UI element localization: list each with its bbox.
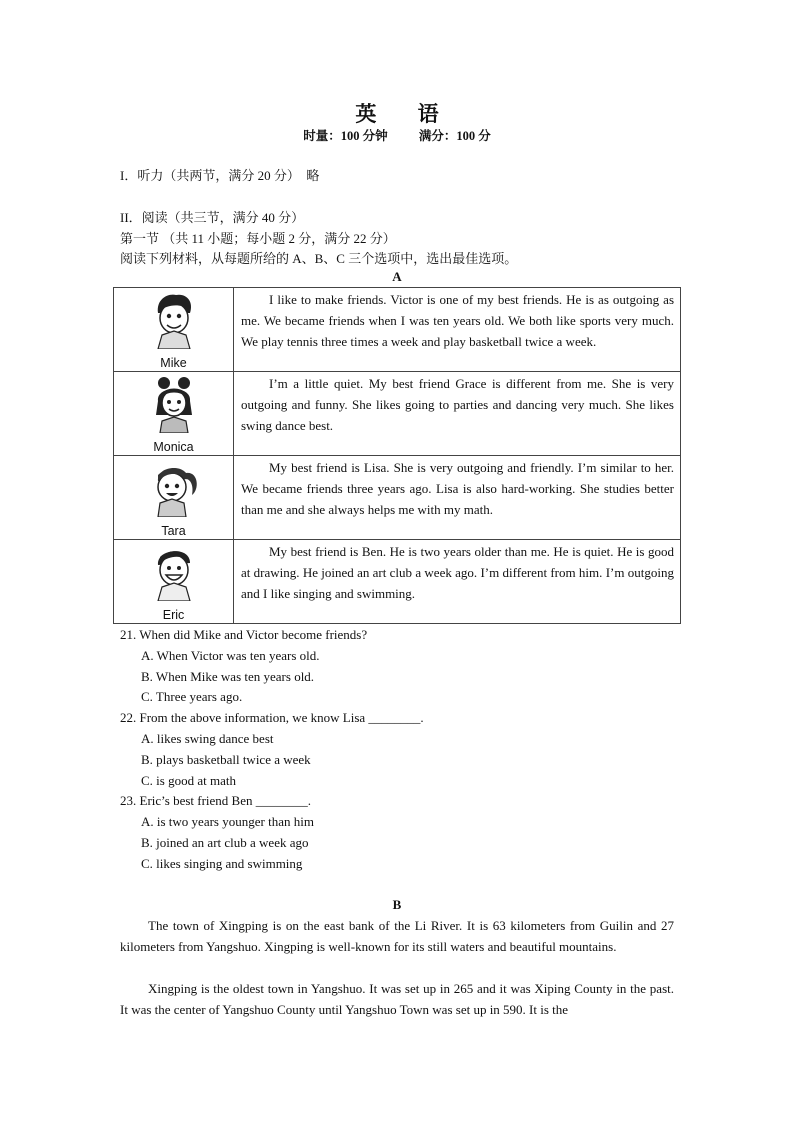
table-row	[114, 288, 681, 372]
boy-face-icon	[150, 291, 198, 349]
passage-b-label: B	[392, 897, 402, 912]
option-22a[interactable]: A. likes swing dance best	[141, 731, 274, 746]
person-statement: My best friend is Ben. He is two years older than me. He is quiet. He is good at drawing. He joined an art club a week ago. I’m different from him. I’m outgoing and I like singing and swimming.	[234, 540, 681, 624]
person-name: Eric	[162, 608, 185, 622]
person-statement: I like to make friends. Victor is one of my best friends. He is as outgoing as me. We became friends when I was ten years old. We both like sports very much. We play tennis three times a week and play basketball twice a week.	[234, 288, 681, 372]
girl-ponytail-icon	[148, 459, 200, 517]
score-info: 满分：100 分	[418, 129, 491, 143]
option-21c[interactable]: C. Three years ago.	[141, 689, 243, 704]
person-statement: I’m a little quiet. My best friend Grace is different from me. She is very outgoing and funny. She likes going to parties and dancing very much. She likes swing dance best.	[234, 372, 681, 456]
option-21b[interactable]: B. When Mike was ten years old.	[141, 669, 315, 684]
question-22: 22. From the above information, we know Lisa ________.	[120, 710, 424, 725]
question-23: 23. Eric’s best friend Ben ________.	[120, 793, 311, 808]
listening-section: I．听力（共两节，满分 20 分） 略	[120, 168, 320, 183]
table-row	[114, 540, 681, 624]
portrait-cell	[114, 372, 234, 456]
page-title: 英 语	[355, 102, 457, 126]
option-23b[interactable]: B. joined an art club a week ago	[141, 835, 309, 850]
person-name: Mike	[160, 356, 187, 370]
option-21a[interactable]: A. When Victor was ten years old.	[141, 648, 320, 663]
passage-b-paragraph: The town of Xingping is on the east bank of the Li River. It is 63 kilometers from Guilin and 27 kilometers from Yangshuo. Xingping is well-known for its still waters and beautiful mountains.	[120, 918, 674, 954]
table-row	[114, 456, 681, 540]
part-one-heading: 第一节 （共 11 小题；每小题 2 分，满分 22 分）	[120, 231, 396, 246]
option-22b[interactable]: B. plays basketball twice a week	[141, 752, 311, 767]
portrait-cell	[114, 540, 234, 624]
portrait-cell	[114, 288, 234, 372]
passage-a-label: A	[392, 269, 402, 284]
exam-info	[0, 126, 794, 144]
instruction-text: 阅读下列材料，从每题所给的 A、B、C 三个选项中，选出最佳选项。	[120, 251, 518, 266]
time-info: 时量：100 分钟	[303, 129, 388, 143]
person-name: Tara	[161, 524, 186, 538]
table-row	[114, 372, 681, 456]
option-22c[interactable]: C. is good at math	[141, 773, 236, 788]
portrait-cell	[114, 456, 234, 540]
passage-b-paragraph: Xingping is the oldest town in Yangshuo. It was set up in 265 and it was Xiping County in the past. It was the center of Yangshuo County until Yangshuo Town was set up in 590. It is the	[120, 981, 674, 1017]
boy-smiling-icon	[150, 543, 198, 601]
friends-table	[113, 287, 681, 624]
person-name: Monica	[153, 440, 194, 454]
person-statement: My best friend is Lisa. She is very outgoing and friendly. I’m similar to her. We became friends three years ago. Lisa is also hard-working. She studies better than me and she always helps me with my math.	[234, 456, 681, 540]
question-21: 21. When did Mike and Victor become friends?	[120, 627, 368, 642]
option-23a[interactable]: A. is two years younger than him	[141, 814, 314, 829]
option-23c[interactable]: C. likes singing and swimming	[141, 856, 303, 871]
girl-face-icon	[150, 375, 198, 433]
reading-section: II．阅读（共三节，满分 40 分）	[120, 210, 305, 225]
